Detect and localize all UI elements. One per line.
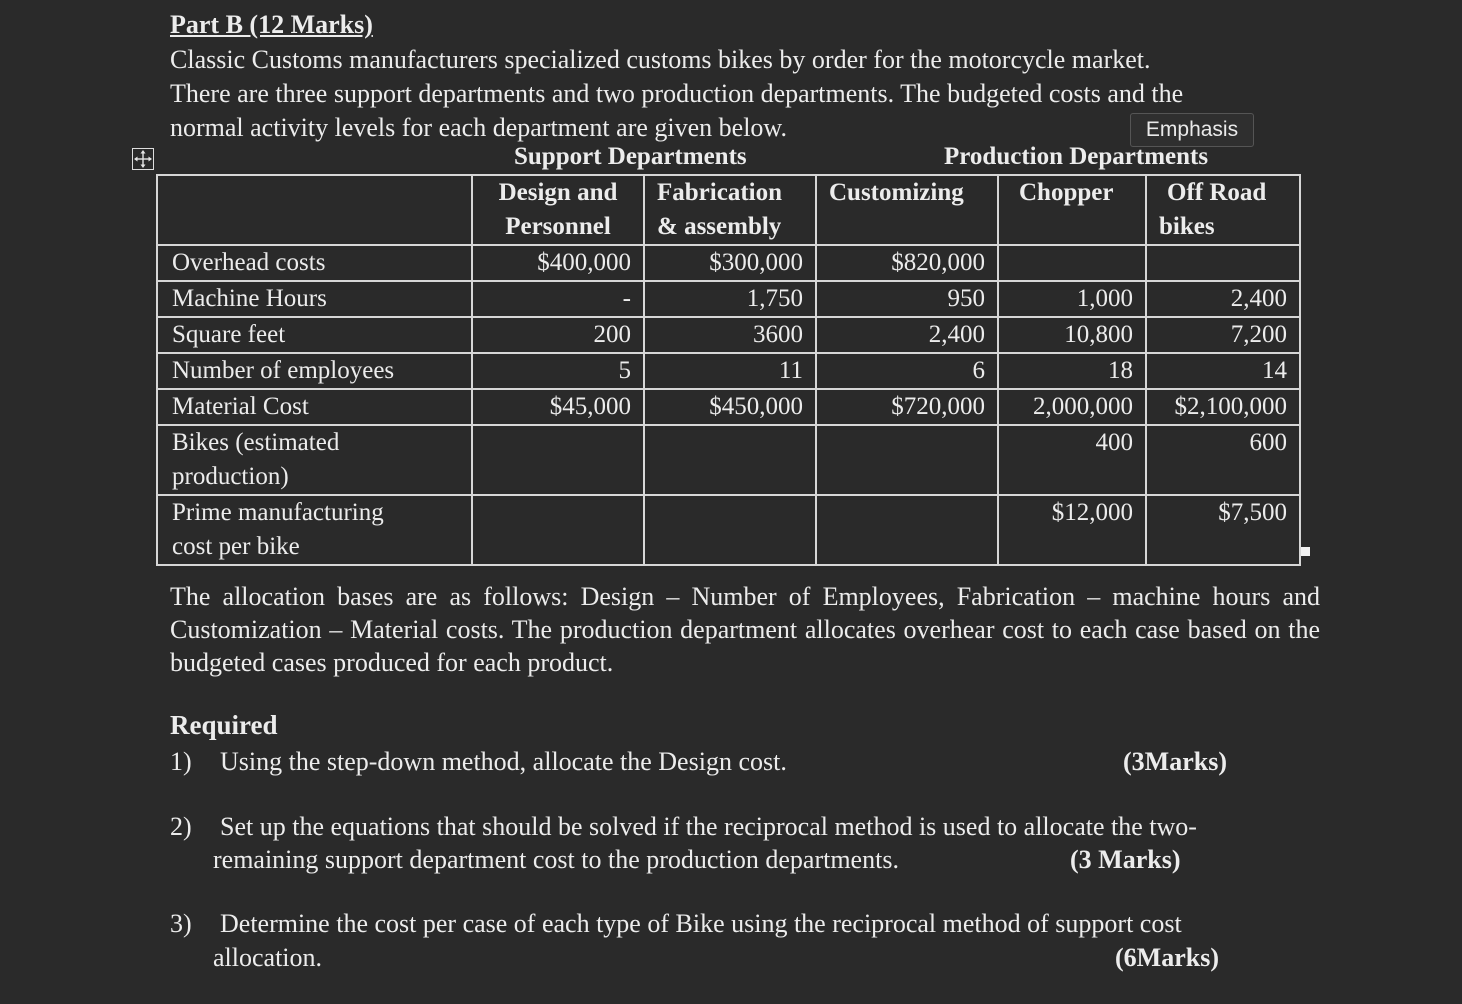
row-label: Material Cost — [157, 389, 472, 425]
table-row — [157, 389, 1300, 425]
table-cell: 2,400 — [816, 317, 998, 353]
table-cell: 400 — [998, 425, 1146, 495]
table-cell — [472, 495, 644, 565]
table-cell: $820,000 — [816, 245, 998, 281]
intro-line: There are three support departments and two production departments. The budgeted costs and the — [170, 79, 1184, 108]
table-cell — [816, 495, 998, 565]
table-cell: 6 — [816, 353, 998, 389]
table-cell: 5 — [472, 353, 644, 389]
table-cell: 1,750 — [644, 281, 816, 317]
table-cell: 14 — [1146, 353, 1300, 389]
table-cell: 7,200 — [1146, 317, 1300, 353]
production-departments-heading: Production Departments — [944, 143, 1209, 170]
table-cell: $720,000 — [816, 389, 998, 425]
row-label: Bikes (estimated production) — [157, 425, 472, 495]
table-resize-handle[interactable] — [1301, 547, 1310, 556]
table-cell — [998, 245, 1146, 281]
table-cell: 3600 — [644, 317, 816, 353]
question-text: Using the step-down method, allocate the Design cost. — [220, 747, 787, 776]
table-cell — [644, 495, 816, 565]
support-departments-heading: Support Departments — [514, 143, 747, 170]
table-row — [157, 281, 1300, 317]
question-number: 3) — [170, 909, 192, 938]
table-row — [157, 425, 1300, 495]
row-label: Prime manufacturing cost per bike — [157, 495, 472, 565]
intro-line: Classic Customs manufacturers specialized customs bikes by order for the motorcycle market. — [170, 45, 1151, 74]
question-text-continued: allocation. — [213, 943, 323, 972]
row-label: Overhead costs — [157, 245, 472, 281]
table-cell — [1146, 245, 1300, 281]
table-row — [157, 353, 1300, 389]
intro-line: normal activity levels for each department are given below. — [170, 113, 788, 142]
table-cell: 2,400 — [1146, 281, 1300, 317]
row-label: Number of employees — [157, 353, 472, 389]
required-heading: Required — [170, 710, 278, 740]
question-number: 2) — [170, 812, 192, 841]
table-row — [157, 495, 1300, 565]
table-cell: - — [472, 281, 644, 317]
table-cell: $45,000 — [472, 389, 644, 425]
table-cell — [472, 425, 644, 495]
table-cell: 11 — [644, 353, 816, 389]
header-blank-cell — [157, 175, 472, 245]
question-marks: (3Marks) — [1123, 747, 1227, 776]
row-label: Square feet — [157, 317, 472, 353]
question-text-continued: remaining support department cost to the production departments. — [213, 845, 899, 874]
row-label: Machine Hours — [157, 281, 472, 317]
table-header-row — [157, 175, 1300, 245]
question-text: Determine the cost per case of each type of Bike using the reciprocal method of support cost — [220, 909, 1182, 938]
table-cell: 950 — [816, 281, 998, 317]
table-cell: $2,100,000 — [1146, 389, 1300, 425]
table-cell — [644, 425, 816, 495]
table-cell: $300,000 — [644, 245, 816, 281]
column-header-off-road: Off Road bikes — [1146, 175, 1300, 245]
question-marks: (3 Marks) — [1070, 845, 1181, 874]
table-cell: $450,000 — [644, 389, 816, 425]
table-cell: 2,000,000 — [998, 389, 1146, 425]
column-header-chopper: Chopper — [998, 175, 1146, 245]
part-title: Part B (12 Marks) — [170, 10, 373, 39]
table-cell: $7,500 — [1146, 495, 1300, 565]
table-cell — [816, 425, 998, 495]
table-cell: 600 — [1146, 425, 1300, 495]
column-header-design: Design and Personnel — [472, 175, 644, 245]
table-row — [157, 245, 1300, 281]
question-number: 1) — [170, 747, 192, 776]
table-cell: 18 — [998, 353, 1146, 389]
emphasis-style-button[interactable]: Emphasis — [1130, 113, 1254, 147]
department-cost-table — [156, 174, 1301, 566]
question-text: Set up the equations that should be solved if the reciprocal method is used to allocate the two- — [220, 812, 1197, 841]
question-marks: (6Marks) — [1115, 943, 1219, 972]
table-cell: 200 — [472, 317, 644, 353]
column-header-customizing: Customizing — [816, 175, 998, 245]
table-cell: $400,000 — [472, 245, 644, 281]
column-header-fabrication: Fabrication & assembly — [644, 175, 816, 245]
table-row — [157, 317, 1300, 353]
move-icon — [133, 149, 153, 169]
allocation-bases-paragraph: The allocation bases are as follows: Design – Number of Employees, Fabrication – machine hours and Customization – Material costs. The production department allocates overhear cost to each case based on the budgeted cases produced for each product. — [170, 582, 1320, 677]
table-cell: 1,000 — [998, 281, 1146, 317]
table-move-handle[interactable] — [132, 148, 154, 170]
table-cell: 10,800 — [998, 317, 1146, 353]
table-cell: $12,000 — [998, 495, 1146, 565]
